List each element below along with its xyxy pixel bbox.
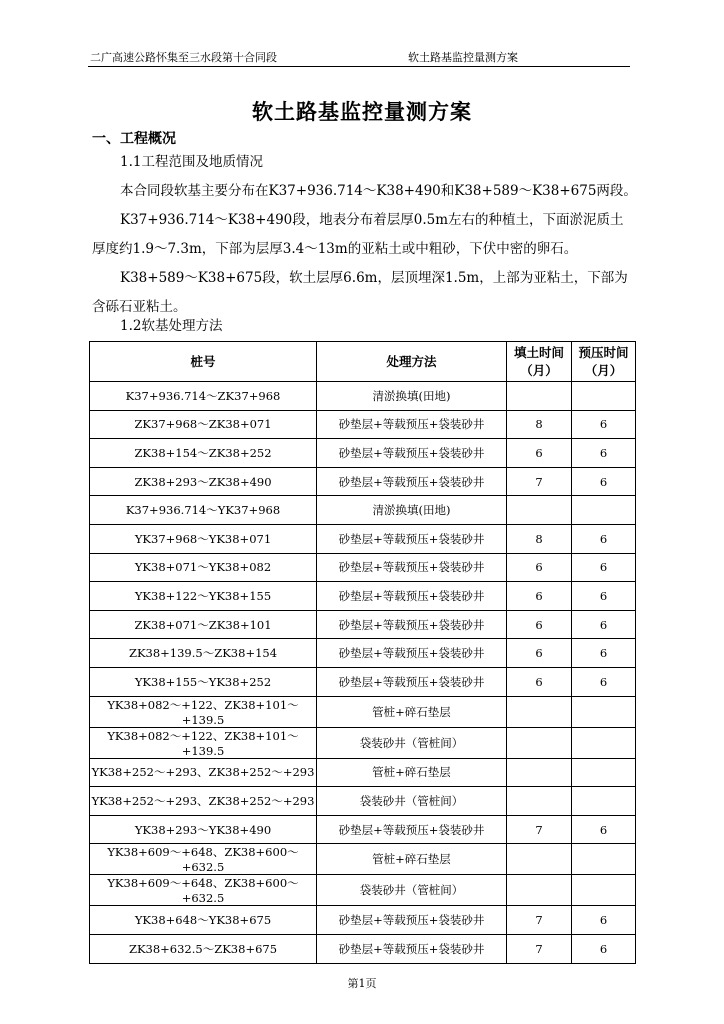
- cell-station: ZK38+293～ZK38+490: [90, 467, 317, 496]
- header-station: 桩号: [90, 342, 317, 382]
- cell-preload-time: [572, 727, 636, 758]
- cell-station: YK38+071～YK38+082: [90, 553, 317, 582]
- cell-preload-time: [572, 382, 636, 411]
- cell-method: 管桩+碎石垫层: [317, 758, 507, 787]
- cell-method: 砂垫层+等载预压+袋装砂井: [317, 467, 507, 496]
- table-header-row: [90, 342, 636, 382]
- cell-method: 清淤换填(田地): [317, 382, 507, 411]
- cell-preload-time: 6: [572, 639, 636, 668]
- cell-fill-time: 6: [507, 439, 572, 468]
- cell-station: YK38+293～YK38+490: [90, 815, 317, 844]
- table-row: [90, 553, 636, 582]
- cell-method: 清淤换填(田地): [317, 496, 507, 525]
- subsection-heading-1: 1.1工程范围及地质情况: [120, 154, 263, 170]
- cell-station: ZK37+968～ZK38+071: [90, 410, 317, 439]
- cell-method: 袋装砂井（管桩间）: [317, 727, 507, 758]
- cell-preload-time: [572, 875, 636, 906]
- cell-fill-time: [507, 696, 572, 727]
- cell-station: ZK38+139.5～ZK38+154: [90, 639, 317, 668]
- cell-preload-time: 6: [572, 815, 636, 844]
- cell-fill-time: 6: [507, 667, 572, 696]
- cell-station: K37+936.714～ZK37+968: [90, 382, 317, 411]
- cell-fill-time: [507, 727, 572, 758]
- cell-station: YK38+082～+122、ZK38+101～+139.5: [90, 727, 317, 758]
- cell-preload-time: [572, 844, 636, 875]
- cell-station: YK38+082～+122、ZK38+101～+139.5: [90, 696, 317, 727]
- table-row: [90, 758, 636, 787]
- cell-station: K37+936.714～YK37+968: [90, 496, 317, 525]
- header-fill-time: 填土时间 （月）: [507, 342, 572, 382]
- cell-preload-time: 6: [572, 667, 636, 696]
- cell-station: ZK38+071～ZK38+101: [90, 610, 317, 639]
- paragraph-3: K38+589～K38+675段，软土层厚6.6m，层顶埋深1.5m，上部为亚粘土，下部为含砾石亚粘土。: [92, 270, 628, 315]
- cell-station: ZK38+632.5～ZK38+675: [90, 934, 317, 963]
- cell-fill-time: 7: [507, 467, 572, 496]
- table-body: [90, 382, 636, 964]
- cell-fill-time: [507, 496, 572, 525]
- cell-method: 砂垫层+等载预压+袋装砂井: [317, 815, 507, 844]
- cell-method: 砂垫层+等载预压+袋装砂井: [317, 639, 507, 668]
- subsection-heading-2: 1.2软基处理方法: [120, 318, 223, 334]
- cell-method: 砂垫层+等载预压+袋装砂井: [317, 553, 507, 582]
- cell-fill-time: 8: [507, 410, 572, 439]
- header-method: 处理方法: [317, 342, 507, 382]
- header-document-name: 软土路基监控量测方案: [408, 51, 518, 64]
- cell-method: 砂垫层+等载预压+袋装砂井: [317, 667, 507, 696]
- cell-method: 管桩+碎石垫层: [317, 696, 507, 727]
- table-row: [90, 727, 636, 758]
- cell-preload-time: 6: [572, 553, 636, 582]
- table-row: [90, 667, 636, 696]
- cell-preload-time: [572, 496, 636, 525]
- cell-preload-time: 6: [572, 610, 636, 639]
- cell-method: 管桩+碎石垫层: [317, 844, 507, 875]
- cell-preload-time: 6: [572, 934, 636, 963]
- page-number: 第1页: [347, 977, 377, 990]
- cell-method: 砂垫层+等载预压+袋装砂井: [317, 410, 507, 439]
- paragraph-2: K37+936.714～K38+490段，地表分布着层厚0.5m左右的种植土，下面淤泥质土厚度约1.9～7.3m，下部为层厚3.4～13m的亚粘土或中粗砂，下伏中密的卵石。: [92, 212, 624, 257]
- cell-fill-time: [507, 875, 572, 906]
- cell-preload-time: 6: [572, 467, 636, 496]
- cell-fill-time: [507, 844, 572, 875]
- cell-fill-time: 8: [507, 524, 572, 553]
- cell-station: YK38+122～YK38+155: [90, 582, 317, 611]
- cell-fill-time: [507, 758, 572, 787]
- cell-fill-time: 6: [507, 639, 572, 668]
- table-row: [90, 906, 636, 935]
- table-row: [90, 815, 636, 844]
- cell-method: 袋装砂井（管桩间）: [317, 875, 507, 906]
- cell-station: YK38+252～+293、ZK38+252～+293: [90, 787, 317, 816]
- section-heading: 一、工程概况: [92, 131, 176, 147]
- page-header: [88, 46, 630, 67]
- cell-fill-time: 7: [507, 815, 572, 844]
- table-row: [90, 496, 636, 525]
- cell-method: 袋装砂井（管桩间）: [317, 787, 507, 816]
- cell-preload-time: 6: [572, 524, 636, 553]
- cell-station: ZK38+154～ZK38+252: [90, 439, 317, 468]
- paragraph-1: 本合同段软基主要分布在K37+936.714～K38+490和K38+589～K38+675两段。: [120, 183, 637, 199]
- cell-preload-time: 6: [572, 410, 636, 439]
- table-row: [90, 875, 636, 906]
- table-row: [90, 787, 636, 816]
- table-row: [90, 467, 636, 496]
- cell-fill-time: 6: [507, 582, 572, 611]
- cell-preload-time: [572, 696, 636, 727]
- table-row: [90, 582, 636, 611]
- cell-fill-time: 6: [507, 553, 572, 582]
- cell-fill-time: [507, 382, 572, 411]
- cell-preload-time: [572, 787, 636, 816]
- cell-station: YK38+609～+648、ZK38+600～+632.5: [90, 875, 317, 906]
- document-title: 软土路基监控量测方案: [252, 99, 472, 124]
- table-row: [90, 696, 636, 727]
- table-row: [90, 934, 636, 963]
- cell-fill-time: 7: [507, 906, 572, 935]
- cell-method: 砂垫层+等载预压+袋装砂井: [317, 582, 507, 611]
- cell-station: YK38+155～YK38+252: [90, 667, 317, 696]
- table-row: [90, 524, 636, 553]
- cell-fill-time: 6: [507, 610, 572, 639]
- cell-preload-time: [572, 758, 636, 787]
- table-row: [90, 639, 636, 668]
- cell-station: YK38+648～YK38+675: [90, 906, 317, 935]
- header-project-name: 二广高速公路怀集至三水段第十合同段: [90, 51, 277, 64]
- header-preload-time: 预压时间 （月）: [572, 342, 636, 382]
- cell-station: YK38+252～+293、ZK38+252～+293: [90, 758, 317, 787]
- table-row: [90, 410, 636, 439]
- table-row: [90, 382, 636, 411]
- cell-method: 砂垫层+等载预压+袋装砂井: [317, 439, 507, 468]
- cell-fill-time: 7: [507, 934, 572, 963]
- cell-station: YK37+968～YK38+071: [90, 524, 317, 553]
- cell-preload-time: 6: [572, 582, 636, 611]
- cell-preload-time: 6: [572, 439, 636, 468]
- cell-fill-time: [507, 787, 572, 816]
- cell-method: 砂垫层+等载预压+袋装砂井: [317, 610, 507, 639]
- table-row: [90, 439, 636, 468]
- cell-method: 砂垫层+等载预压+袋装砂井: [317, 906, 507, 935]
- cell-preload-time: 6: [572, 906, 636, 935]
- cell-method: 砂垫层+等载预压+袋装砂井: [317, 524, 507, 553]
- cell-station: YK38+609～+648、ZK38+600～+632.5: [90, 844, 317, 875]
- cell-method: 砂垫层+等载预压+袋装砂井: [317, 934, 507, 963]
- table-row: [90, 844, 636, 875]
- table-row: [90, 610, 636, 639]
- soft-foundation-table: [89, 341, 636, 964]
